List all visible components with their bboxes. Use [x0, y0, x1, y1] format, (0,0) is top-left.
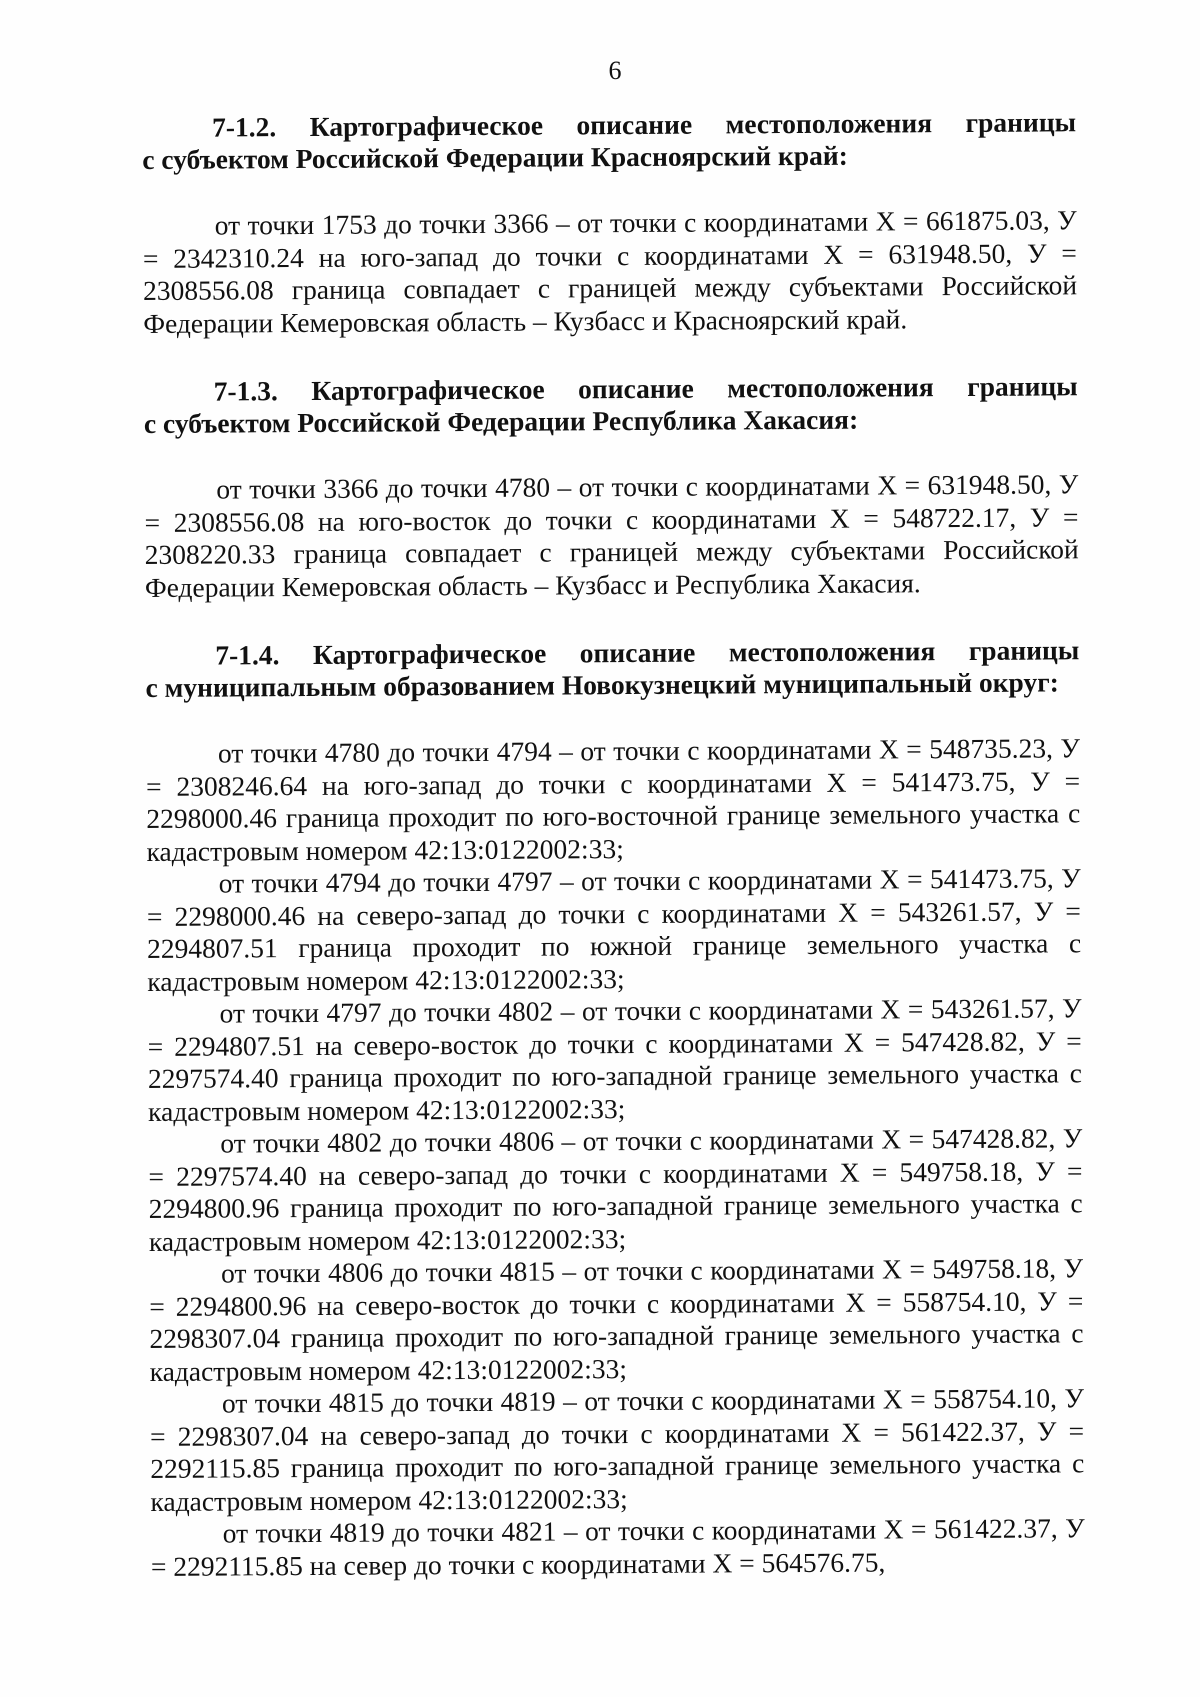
boundary-paragraph: от точки 4780 до точки 4794 – от точки с координатами Х = 548735.23, У = 2308246.64 на юго-запад до точки с координатами Х = 541473.75, У = 2298000.46 граница проходит по юго-восточной границе земельного участка с кадастровым номером 42:13:0122002:33;	[146, 732, 1081, 867]
section-heading-line: 7-1.3. Картографическое описание местоположения границы	[213, 370, 1078, 407]
boundary-paragraph: от точки 4794 до точки 4797 – от точки с координатами Х = 541473.75, У = 2298000.46 на северо-запад до точки с координатами Х = 543261.57, У = 2294807.51 граница проходит по южной границе земельного участка с кадастровым номером 42:13:0122002:33;	[146, 862, 1082, 997]
boundary-paragraph: от точки 4802 до точки 4806 – от точки с координатами Х = 547428.82, У = 2297574.40 на северо-запад до точки с координатами Х = 549758.18, У = 2294800.96 граница проходит по юго-западной границе земельного участка с кадастровым номером 42:13:0122002:33;	[148, 1122, 1083, 1257]
section-heading-line: 7-1.4. Картографическое описание местоположения границы	[215, 634, 1080, 671]
boundary-paragraph: от точки 4815 до точки 4819 – от точки с координатами Х = 558754.10, У = 2298307.04 на северо-запад до точки с координатами Х = 561422.37, У = 2292115.85 граница проходит по юго-западной границе земельного участка с кадастровым номером 42:13:0122002:33;	[149, 1382, 1085, 1517]
section-heading	[144, 370, 1078, 440]
section-heading	[145, 634, 1079, 704]
section-7-1-3	[144, 370, 1079, 604]
section-heading	[142, 106, 1076, 176]
section-heading-line: 7-1.2. Картографическое описание местоположения границы	[211, 106, 1077, 143]
section-body	[146, 732, 1085, 1583]
boundary-paragraph: от точки 3366 до точки 4780 – от точки с координатами Х = 631948.50, У = 2308556.08 на юго-восток до точки с координатами Х = 548722.17, У = 2308220.33 граница совпадает с границей между субъектами Российской Федерации Кемеровская область – Кузбасс и Республика Хакасия.	[144, 468, 1079, 603]
section-7-1-4	[145, 634, 1085, 1583]
section-body	[143, 204, 1078, 340]
section-heading-line: с субъектом Российской Федерации Красноярский край:	[142, 139, 848, 175]
boundary-paragraph: от точки 4797 до точки 4802 – от точки с координатами Х = 543261.57, У = 2294807.51 на северо-восток до точки с координатами Х = 547428.82, У = 2297574.40 граница проходит по юго-западной границе земельного участка с кадастровым номером 42:13:0122002:33;	[147, 992, 1082, 1127]
section-heading-line: с муниципальным образованием Новокузнецкий муниципальный округ:	[145, 666, 1059, 703]
page-number: 6	[608, 56, 622, 85]
section-body	[144, 468, 1079, 604]
document-body	[142, 106, 1085, 1583]
boundary-paragraph: от точки 4806 до точки 4815 – от точки с координатами Х = 549758.18, У = 2294800.96 на северо-восток до точки с координатами Х = 558754.10, У = 2298307.04 граница проходит по юго-западной границе земельного участка с кадастровым номером 42:13:0122002:33;	[149, 1252, 1084, 1387]
boundary-paragraph: от точки 4819 до точки 4821 – от точки с координатами Х = 561422.37, У = 2292115.85 на север до точки с координатами Х = 564576.75,	[150, 1512, 1085, 1582]
section-heading-line: с субъектом Российской Федерации Республика Хакасия:	[143, 403, 859, 439]
section-7-1-2	[142, 106, 1077, 340]
boundary-paragraph: от точки 1753 до точки 3366 – от точки с координатами Х = 661875.03, У = 2342310.24 на юго-запад до точки с координатами Х = 631948.50, У = 2308556.08 граница совпадает с границей между субъектами Российской Федерации Кемеровская область – Кузбасс и Красноярский край.	[142, 204, 1078, 339]
